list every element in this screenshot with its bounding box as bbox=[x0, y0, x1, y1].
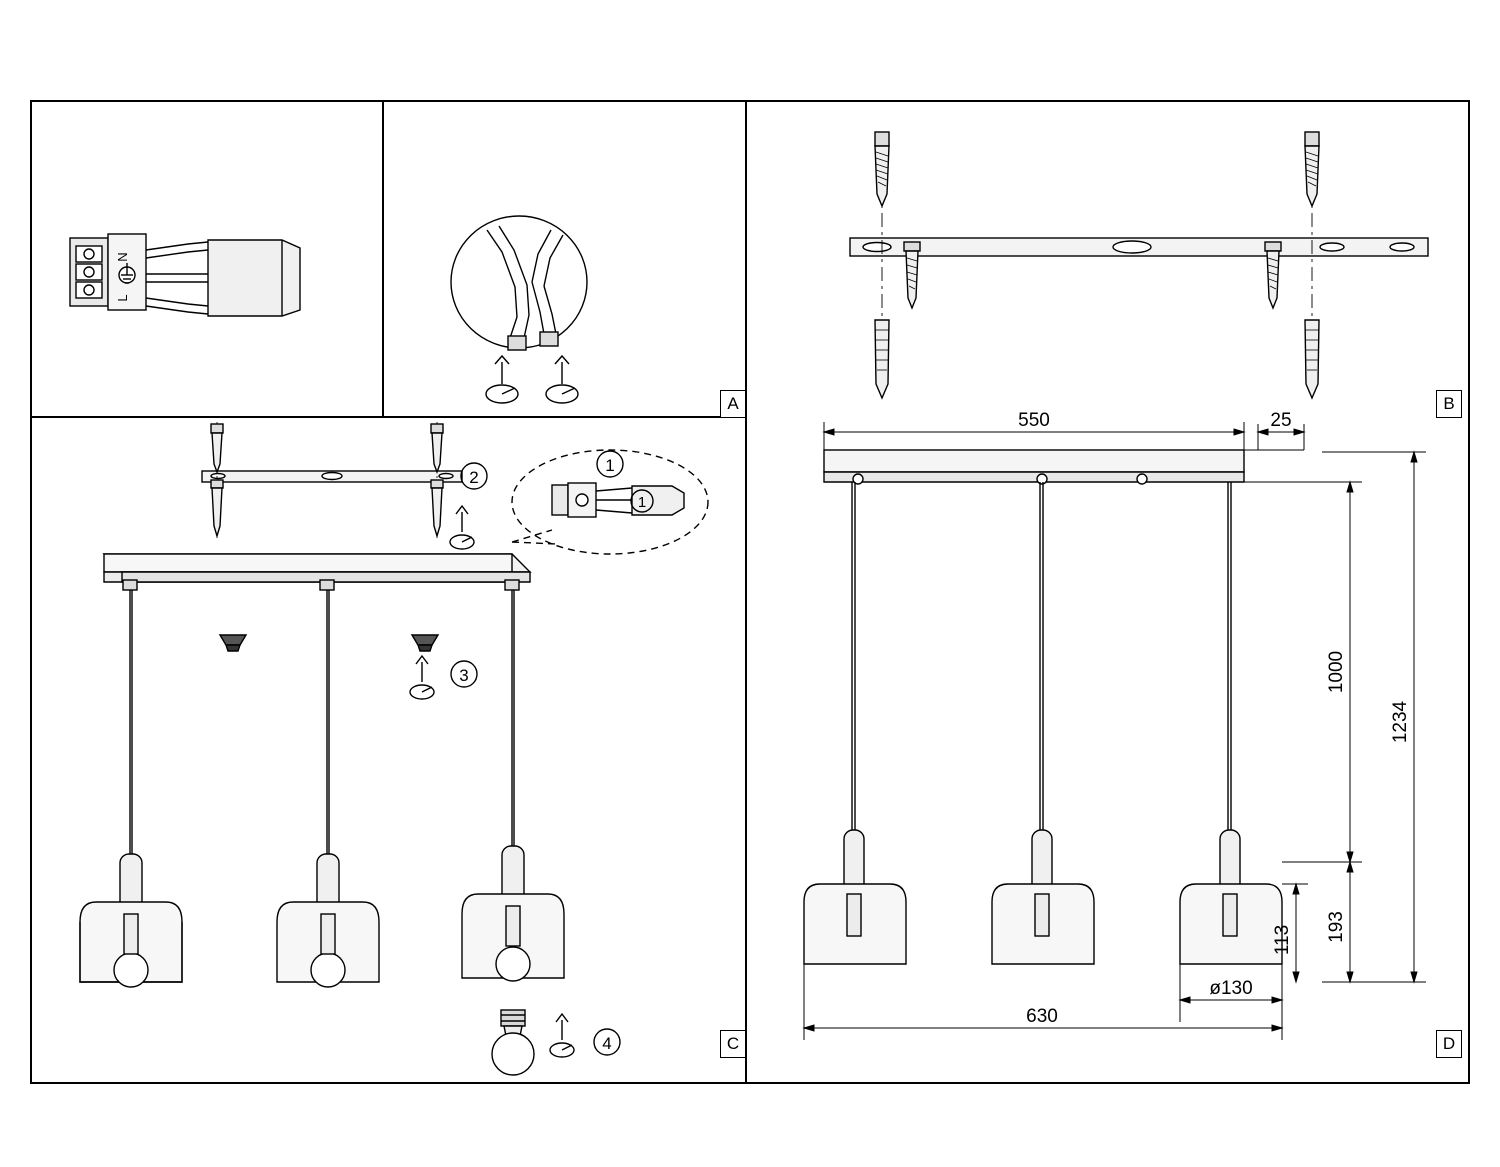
dim-pendant-1 bbox=[804, 482, 906, 964]
screw-top-left bbox=[875, 132, 889, 206]
panel-tag-b: B bbox=[1436, 390, 1462, 418]
pendant-1 bbox=[80, 580, 182, 987]
pendant-3 bbox=[462, 580, 564, 981]
dim-label-630: 630 bbox=[1026, 1006, 1058, 1027]
step-2-number: 2 bbox=[469, 468, 479, 487]
dim-label-193: 193 bbox=[1326, 911, 1347, 943]
panel-d-dimensions bbox=[804, 410, 1426, 1040]
technical-drawing bbox=[32, 102, 1468, 1082]
dim-630 bbox=[804, 964, 1282, 1040]
screw-top-right bbox=[1305, 132, 1319, 206]
panel-b-mounting-bar bbox=[850, 132, 1428, 398]
rotate-arrow-right bbox=[546, 356, 578, 403]
panel-c-assembly bbox=[80, 422, 708, 1075]
dim-25 bbox=[1244, 410, 1304, 482]
assembly-screw-right-bottom bbox=[431, 480, 443, 536]
dim-label-113: 113 bbox=[1272, 924, 1293, 956]
step-4-number: 4 bbox=[602, 1034, 612, 1053]
fixing-screw-left bbox=[904, 242, 920, 308]
dim-pendant-2 bbox=[992, 482, 1094, 964]
dim-550 bbox=[824, 410, 1244, 454]
fixing-screw-right bbox=[1265, 242, 1281, 308]
assembly-screw-right-top bbox=[431, 424, 443, 472]
panel-tag-d: D bbox=[1436, 1030, 1462, 1058]
panel-tag-a: A bbox=[720, 390, 746, 418]
wall-plug-left bbox=[875, 320, 889, 398]
step-4-bulb bbox=[492, 1010, 620, 1075]
step-1-callout bbox=[512, 450, 708, 554]
dim-1234 bbox=[1322, 452, 1426, 982]
step-3-caps bbox=[220, 635, 477, 699]
terminal-marking-n: N bbox=[115, 252, 130, 262]
dim-label-1000: 1000 bbox=[1326, 650, 1347, 694]
dim-pendant-3 bbox=[1180, 482, 1282, 964]
screwdriver-icon-2 bbox=[450, 506, 474, 549]
drawing-sheet bbox=[30, 100, 1470, 1084]
dim-d130 bbox=[1180, 964, 1282, 1022]
dim-1000 bbox=[1282, 482, 1362, 862]
dim-label-d130: ø130 bbox=[1209, 978, 1253, 999]
screwdriver-icon-3 bbox=[410, 656, 434, 699]
dim-label-1234: 1234 bbox=[1390, 700, 1411, 744]
dim-193 bbox=[1326, 862, 1353, 982]
panel-a-twist-detail bbox=[451, 216, 587, 403]
rotate-arrow-left bbox=[486, 356, 518, 403]
step-3-number: 3 bbox=[459, 666, 469, 685]
step-1-inner-number: 1 bbox=[637, 494, 647, 511]
dim-label-550: 550 bbox=[1018, 410, 1050, 431]
pendant-2 bbox=[277, 580, 379, 987]
screwdriver-icon-4 bbox=[550, 1014, 574, 1057]
step-1-number: 1 bbox=[605, 456, 615, 475]
assembly-screw-left-top bbox=[211, 424, 223, 472]
dim-label-25: 25 bbox=[1270, 410, 1292, 431]
wall-plug-right bbox=[1305, 320, 1319, 398]
terminal-marking-l: L bbox=[115, 294, 130, 302]
panel-a-wiring-detail bbox=[70, 234, 300, 316]
assembly-screw-left-bottom bbox=[211, 480, 223, 536]
panel-tag-c: C bbox=[720, 1030, 746, 1058]
